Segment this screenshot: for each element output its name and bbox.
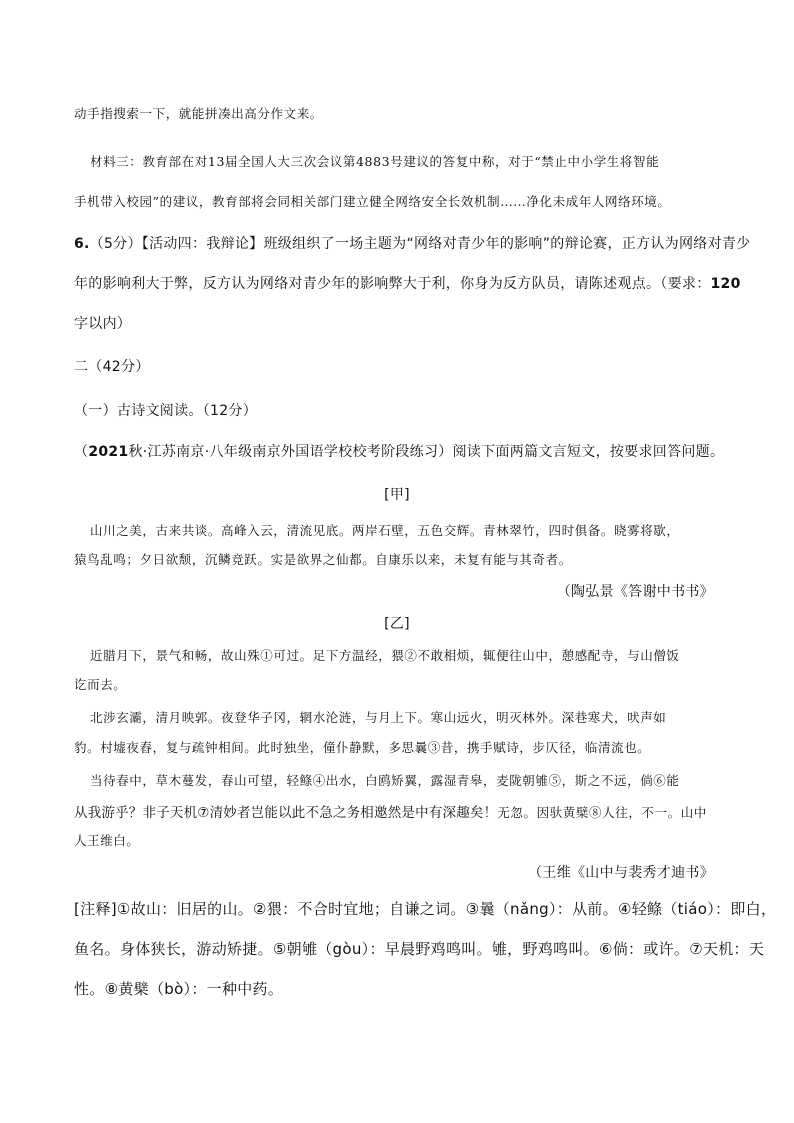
question-6-text: 年的影响利大于弊，反方认为网络对青少年的影响弊大于利，你身为反方队员，请陈述观点。（要求： <box>74 276 711 292</box>
source-year: 2021 <box>88 444 129 460</box>
source-line: （2021秋·江苏南京·八年级南京外国语学校校考阶段练习）阅读下面两篇文言短文，按要求回答问题。 <box>74 444 725 460</box>
question-6-line <box>74 233 750 253</box>
passage-yi-line: 北涉玄灞，清月映郭。夜登华子冈，辋水沦涟，与月上下。寒山远火，明灭林外。深巷寒犬，吠声如 <box>90 710 667 725</box>
question-number: 6. <box>74 236 90 252</box>
passage-yi-line: 当待春中，草木蔓发，春山可望，轻鲦④出水，白鸥矫翼，露湿青皋，麦陇朝雊⑤，斯之不远，倘⑥能 <box>90 773 680 788</box>
annotation-line: 鱼名。身体狭长，游动矫捷。⑤朝雊（gòu）：早晨野鸡鸣叫。雊，野鸡鸣叫。⑥倘：或许。⑦天机：天 <box>74 940 765 958</box>
passage-jia-line: 猿鸟乱鸣；夕日欲颓，沉鳞竞跃。实是欲界之仙都。自康乐以来，未复有能与其奇者。 <box>74 552 572 567</box>
passage-yi-line: 近腊月下，景气和畅，故山殊①可过。足下方温经，猥②不敢相烦，辄便往山中，憩感配寺，与山僧饭 <box>90 648 680 663</box>
question-6-text: （5分）【活动四：我辩论】班级组织了一场主题为“网络对青少年的影响”的辩论赛，正方认为网络对青少 <box>89 236 751 252</box>
text-line: 手机带入校园”的建议，教育部将会同相关部门建立健全网络安全长效机制……净化未成年人网络环境。 <box>74 194 671 209</box>
passage-jia-title: [甲] <box>384 487 410 503</box>
material-three-line: 材料三：教育部在对13届全国人大三次会议第4883号建议的答复中称，对于“禁止中小学生将智能 <box>90 154 660 169</box>
annotation-line: 性。⑧黄檗（bò）：一种中药。 <box>74 980 284 998</box>
passage-yi-line: 讫而去。 <box>74 677 127 692</box>
passage-yi-source: （王维《山中与裴秀才迪书》 <box>528 865 714 881</box>
passage-jia-source: （陶弘景《答谢中书书》 <box>556 584 714 600</box>
passage-yi-line: 人王维白。 <box>74 833 140 848</box>
passage-yi-line: 豹。村墟夜舂，复与疏钟相间。此时独坐，僮仆静默，多思曩③昔，携手赋诗，步仄径，临清流也。 <box>74 740 651 755</box>
text-line: 动手指搜索一下，就能拼凑出高分作文来。 <box>74 106 323 121</box>
passage-yi-title: [乙] <box>384 616 410 632</box>
subsection-heading: （一）古诗文阅读。（12分） <box>74 403 258 419</box>
annotation-line: [注释]①故山：旧居的山。②猥：不合时宜地；自谦之词。③曩（nǎng）：从前。④轻鲦（tiáo）：即白， <box>74 900 777 918</box>
question-6-line: 字以内） <box>74 316 132 332</box>
section-heading: 二（42分） <box>74 359 150 375</box>
word-limit: 120 <box>710 276 741 292</box>
passage-yi-line: 从我游乎？非子天机⑦清妙者岂能以此不急之务相邀然是中有深趣矣！无忽。因驮黄檗⑧人往，不一。山中 <box>74 805 707 821</box>
question-6-line <box>74 273 741 293</box>
passage-jia-line: 山川之美，古来共谈。高峰入云，清流见底。两岸石壁，五色交辉。青林翠竹，四时俱备。晓雾将歇， <box>90 523 680 538</box>
